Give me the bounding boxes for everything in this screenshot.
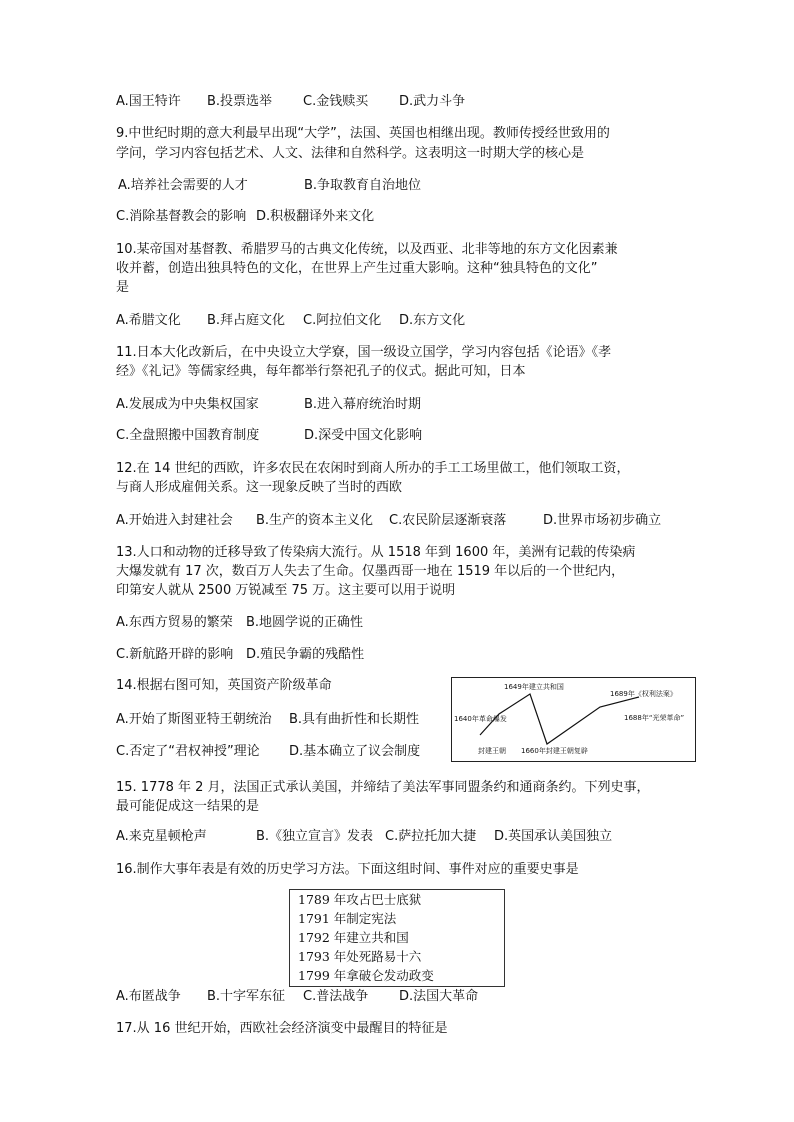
option-c: C.阿拉伯文化 — [303, 313, 382, 328]
timeline-item: 1792 年建立共和国 — [298, 930, 409, 945]
option-d: D.东方文化 — [399, 313, 466, 328]
option-a: A.希腊文化 — [116, 313, 181, 328]
option-b: B.进入幕府统治时期 — [304, 397, 422, 412]
label-1688: 1688年“光荣革命” — [624, 714, 685, 722]
option-a: A.布匿战争 — [116, 989, 181, 1004]
timeline-item: 1791 年制定宪法 — [298, 911, 397, 926]
label-1689: 1689年《权利法案》 — [610, 690, 677, 698]
question-12-line-1: 12.在 14 世纪的西欧，许多农民在农闲时到商人所办的手工工场里做工，他们领取工资， — [116, 461, 630, 476]
timeline-item: 1789 年攻占巴士底狱 — [298, 892, 422, 907]
option-a: A.开始了斯图亚特王朝统治 — [116, 712, 272, 727]
option-b: B.地圆学说的正确性 — [246, 615, 364, 630]
option-a: A.来克星顿枪声 — [116, 829, 207, 844]
option-d: D.世界市场初步确立 — [543, 513, 662, 528]
question-13-line-1: 13.人口和动物的迁移导致了传染病大流行。从 1518 年到 1600 年，美洲有记载的传染病 — [116, 545, 636, 560]
question-15-line-1: 15. 1778 年 2 月，法国正式承认美国，并缔结了美法军事同盟条约和通商条约。下列史事， — [116, 780, 650, 795]
question-14-stem: 14.根据右图可知，英国资产阶级革命 — [116, 678, 332, 693]
question-10-line-3: 是 — [116, 280, 130, 295]
option-a: A.东西方贸易的繁荣 — [116, 615, 233, 630]
label-feudal: 封建王朝 — [478, 747, 506, 755]
option-b: B.生产的资本主义化 — [256, 513, 374, 528]
question-9-line-1: 9.中世纪时期的意大利最早出现“大学”，法国、英国也相继出现。教师传授经世致用的 — [116, 126, 610, 141]
timeline-box — [289, 889, 505, 987]
question-13-line-2: 大爆发就有 17 次，数百万人失去了生命。仅墨西哥一地在 1519 年以后的一个世纪内， — [116, 564, 625, 579]
trend-line-svg — [452, 678, 695, 761]
option-b: B.投票选举 — [207, 94, 273, 109]
revolution-trend-diagram — [451, 677, 696, 762]
option-c: C.新航路开辟的影响 — [116, 647, 234, 662]
option-d: D.武力斗争 — [399, 94, 466, 109]
question-10-line-1: 10.某帝国对基督教、希腊罗马的古典文化传统，以及西亚、北非等地的东方文化因素兼 — [116, 242, 618, 257]
option-c: C.全盘照搬中国教育制度 — [116, 428, 260, 443]
option-b: B.《独立宣言》发表 — [256, 829, 374, 844]
option-c: C.农民阶层逐渐衰落 — [389, 513, 507, 528]
option-c: C.普法战争 — [303, 989, 369, 1004]
option-a: A.发展成为中央集权国家 — [116, 397, 259, 412]
timeline-item: 1799 年拿破仑发动政变 — [298, 968, 434, 983]
option-b: B.十字军东征 — [207, 989, 286, 1004]
option-d: D.积极翻译外来文化 — [256, 209, 375, 224]
option-c: C.消除基督教会的影响 — [116, 209, 247, 224]
option-d: D.法国大革命 — [399, 989, 479, 1004]
label-1649: 1649年建立共和国 — [504, 683, 564, 691]
question-11-line-2: 经》《礼记》等儒家经典，每年都举行祭祀孔子的仪式。据此可知，日本 — [116, 364, 526, 379]
option-b: B.争取教育自治地位 — [304, 178, 422, 193]
option-b: B.具有曲折性和长期性 — [289, 712, 420, 727]
option-d: D.深受中国文化影响 — [304, 428, 423, 443]
question-10-line-2: 收并蓄，创造出独具特色的文化，在世界上产生过重大影响。这种“独具特色的文化” — [116, 261, 598, 276]
question-9-line-2: 学问，学习内容包括艺术、人文、法律和自然科学。这表明这一时期大学的核心是 — [116, 146, 585, 161]
option-a: A.培养社会需要的人才 — [118, 178, 248, 193]
option-a: A.国王特许 — [116, 94, 181, 109]
option-c: C.金钱赎买 — [303, 94, 369, 109]
option-b: B.拜占庭文化 — [207, 313, 286, 328]
option-a: A.开始进入封建社会 — [116, 513, 233, 528]
timeline-item: 1793 年处死路易十六 — [298, 949, 422, 964]
question-13-line-3: 印第安人就从 2500 万锐减至 75 万。这主要可以用于说明 — [116, 583, 456, 598]
option-d: D.英国承认美国独立 — [494, 829, 613, 844]
option-c: C.否定了“君权神授”理论 — [116, 744, 260, 759]
question-11-line-1: 11.日本大化改新后，在中央设立大学寮，国一级设立国学，学习内容包括《论语》《孝 — [116, 345, 612, 360]
question-17-stem: 17.从 16 世纪开始，西欧社会经济演变中最醒目的特征是 — [116, 1021, 448, 1036]
question-12-line-2: 与商人形成雇佣关系。这一现象反映了当时的西欧 — [116, 480, 403, 495]
label-1660: 1660年封建王朝复辟 — [521, 747, 588, 755]
option-d: D.基本确立了议会制度 — [289, 744, 421, 759]
question-15-line-2: 最可能促成这一结果的是 — [116, 799, 260, 814]
question-16-stem: 16.制作大事年表是有效的历史学习方法。下面这组时间、事件对应的重要史事是 — [116, 862, 579, 877]
label-1640: 1640年革命爆发 — [454, 715, 507, 723]
option-d: D.殖民争霸的残酷性 — [246, 647, 365, 662]
option-c: C.萨拉托加大捷 — [385, 829, 477, 844]
